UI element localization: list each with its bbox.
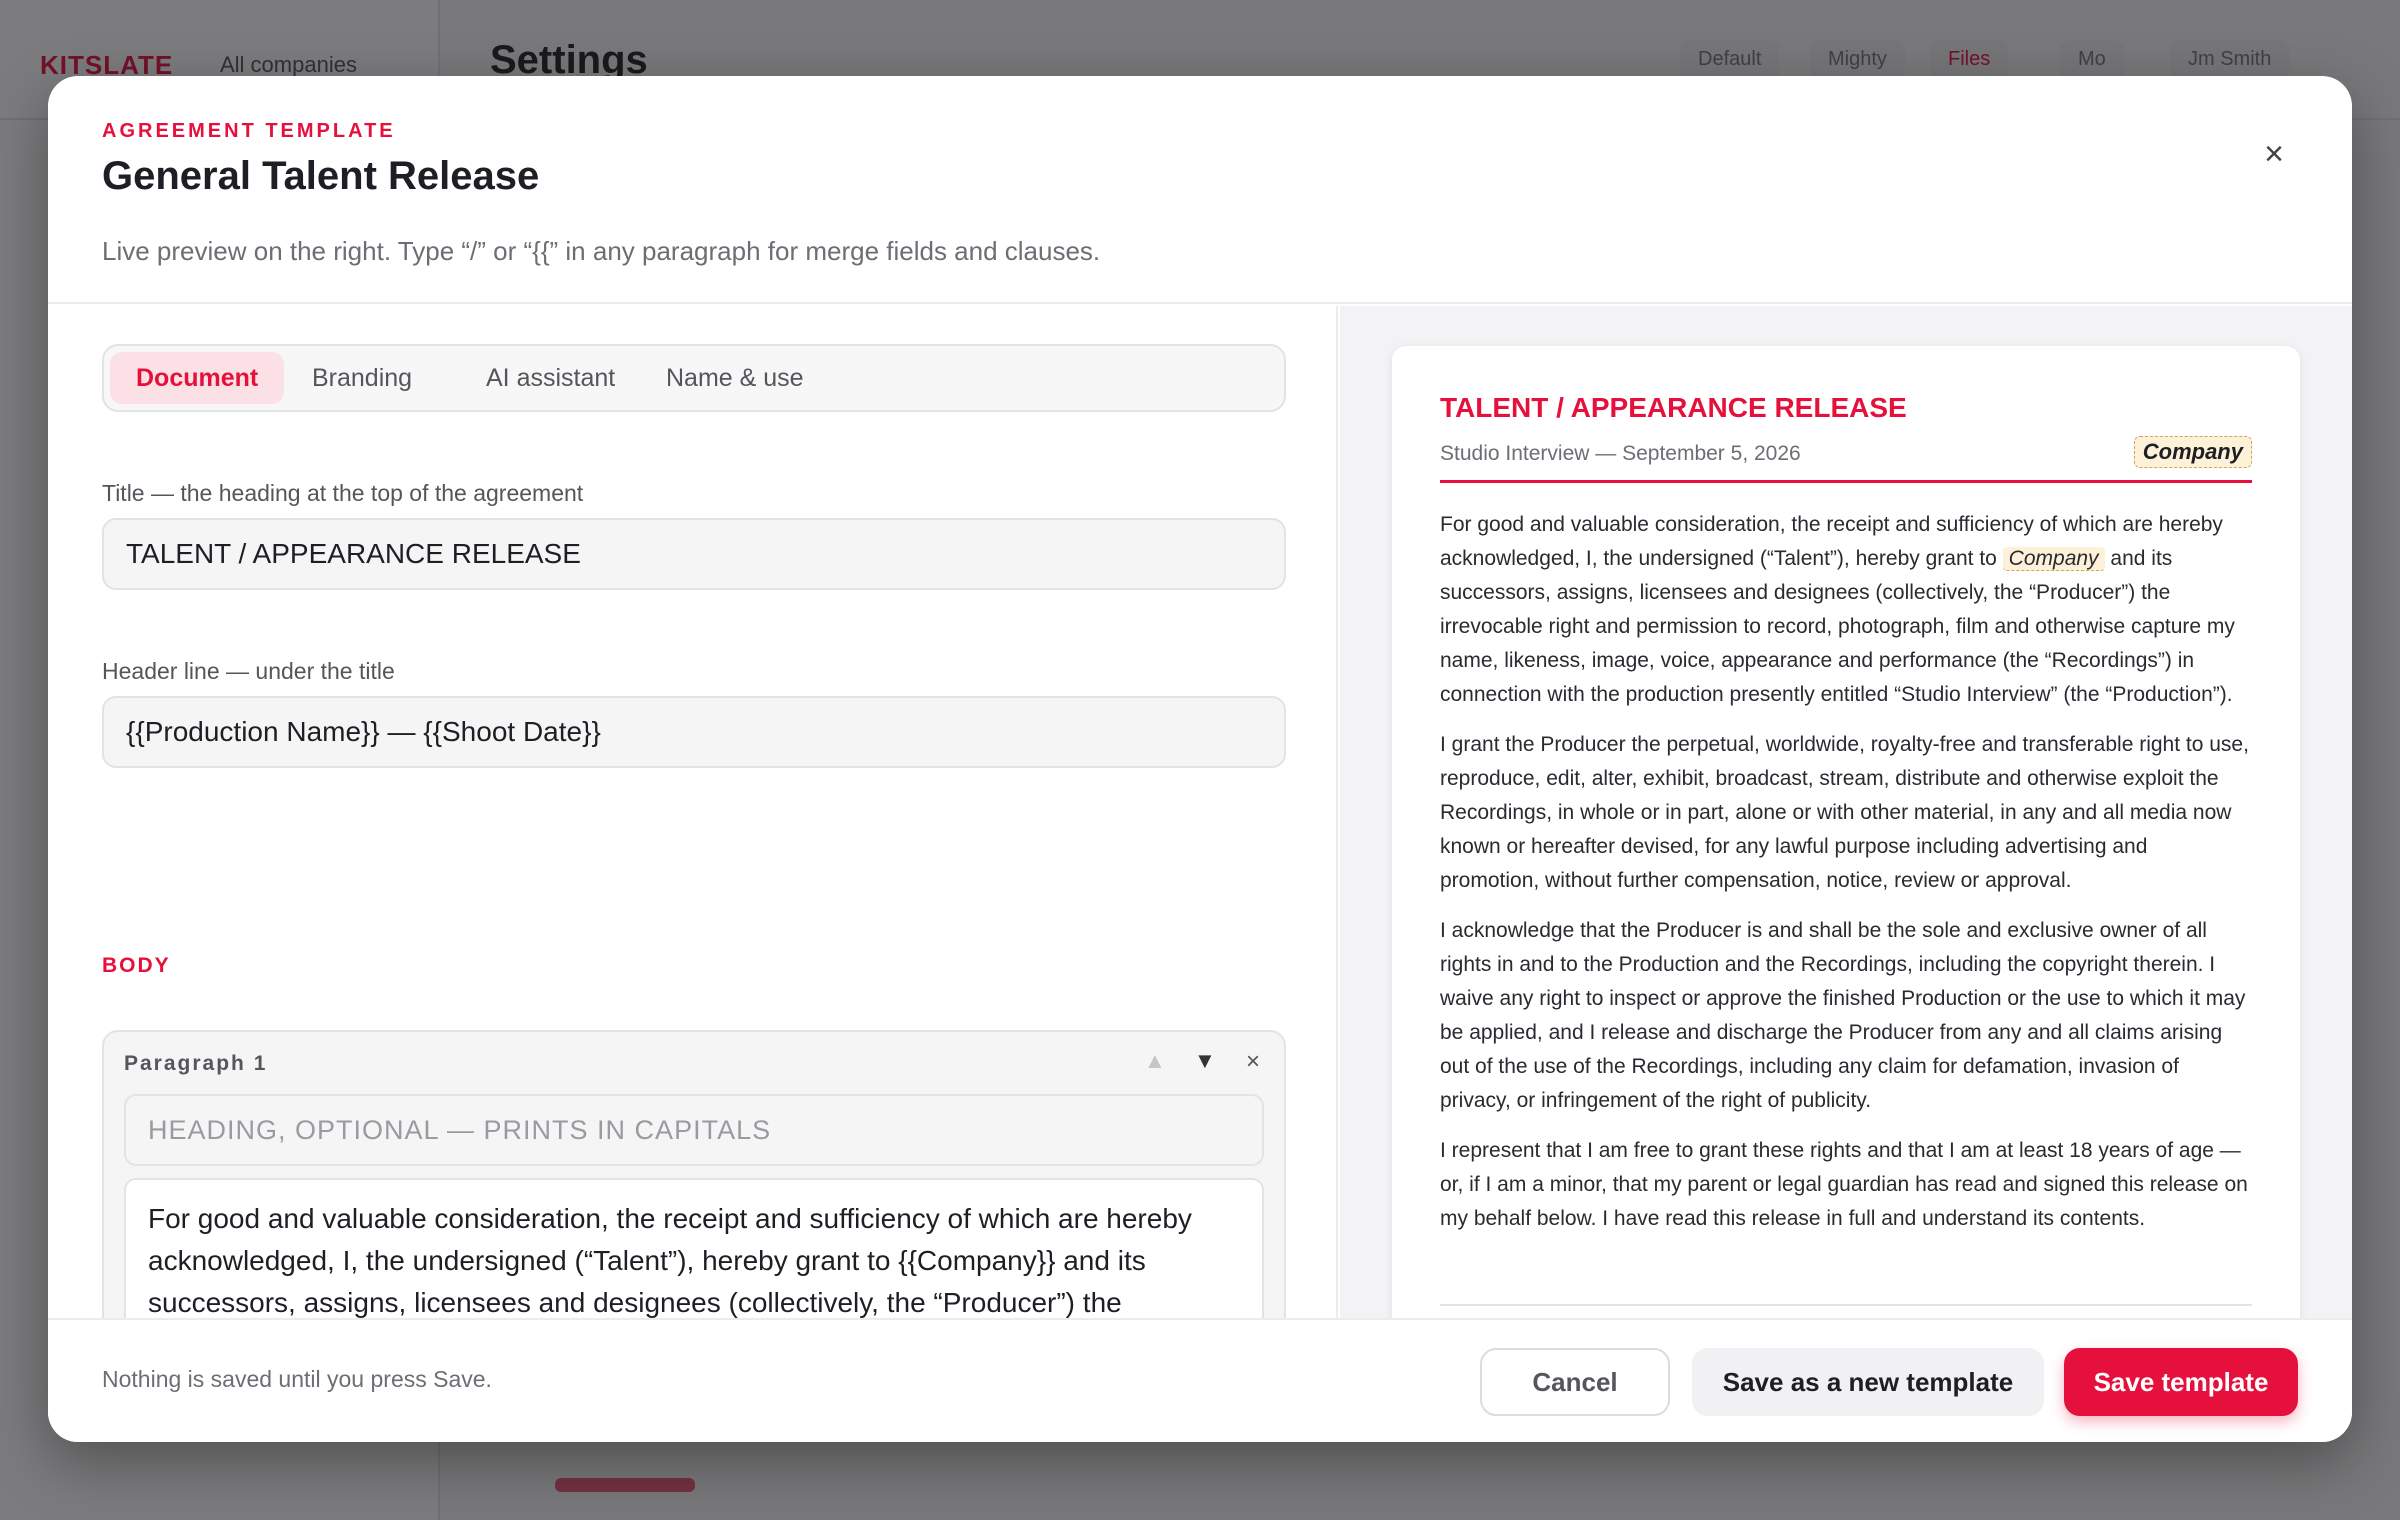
template-editor-modal [48, 76, 2352, 1442]
preview-paragraph: I acknowledge that the Producer is and shall be the sole and exclusive owner of all rights in and to the Production and the Recordings, including the copyright therein. I waive any right to inspect or approve the finished Production or the use to which it may be applied, and I release and discharge the Producer from any and all claims arising out of the use of the Recordings, including any claim for defamation, invasion of privacy, or infringement of the right of publicity. [1440, 919, 2246, 1112]
cancel-button[interactable]: Cancel [1480, 1348, 1670, 1416]
close-icon[interactable]: × [2264, 135, 2284, 173]
tab-document[interactable]: Document [110, 352, 284, 404]
document-preview [1392, 346, 2300, 1318]
remove-paragraph-icon[interactable]: × [1246, 1048, 1261, 1075]
preview-body [1440, 508, 2252, 1252]
company-merge-field: Company [2003, 547, 2105, 571]
modal-subtitle: Live preview on the right. Type “/” or “{{” in any paragraph for merge fields and clauses. [102, 236, 1101, 266]
body-section-title: BODY [102, 954, 171, 977]
header-line-input[interactable]: {{Production Name}} — {{Shoot Date}} [102, 696, 1286, 768]
modal-footer [48, 1318, 2352, 1442]
header-line-label: Header line — under the title [102, 658, 395, 684]
paragraph-label: Paragraph 1 [124, 1052, 268, 1075]
save-as-new-template-button[interactable]: Save as a new template [1692, 1348, 2044, 1416]
title-field-label: Title — the heading at the top of the agreement [102, 480, 584, 506]
preview-p1-after: and its successors, assigns, licensees and designees (collectively, the “Producer”) the irrevocable right and permission to record, photograph, film and otherwise capture my name, likeness, image, voice, appearance and performance (the “Recordings”) in connection with the production presently entitled “Studio Interview” (the “Production”). [1440, 547, 2235, 706]
preview-paragraph: I grant the Producer the perpetual, worldwide, royalty-free and transferable right to use, reproduce, edit, alter, exhibit, broadcast, stream, distribute and otherwise exploit the Recordings, in whole or in part, alone or with other material, in any and all media now known or hereafter devised, for any lawful purpose including advertising and promotion, without further compensation, notice, review or approval. [1440, 733, 2249, 892]
move-down-icon[interactable]: ▼ [1194, 1048, 1216, 1073]
preview-paragraph: I represent that I am free to grant these rights and that I am at least 18 years of age — or, if I am a minor, that my parent or legal guardian has read and signed this release on my behalf below. I have read this release in full and understand its contents. [1440, 1139, 2248, 1230]
editor-pane [48, 306, 1338, 1318]
modal-eyebrow: AGREEMENT TEMPLATE [102, 120, 396, 142]
title-input[interactable]: TALENT / APPEARANCE RELEASE [102, 518, 1286, 590]
paragraph-body-textarea[interactable]: For good and valuable consideration, the receipt and sufficiency of which are hereby acknowledged, I, the undersigned (“Talent”), hereby grant to {{Company}} and its successors, assigns, licensees and designees (collectively, the “Producer”) the [124, 1178, 1264, 1318]
paragraph-heading-input[interactable]: HEADING, OPTIONAL — PRINTS IN CAPITALS [124, 1094, 1264, 1166]
preview-subtitle: Studio Interview — September 5, 2026 [1440, 442, 1801, 465]
company-merge-field: Company [2134, 436, 2252, 468]
save-note: Nothing is saved until you press Save. [102, 1366, 492, 1392]
tab-name-and-use[interactable]: Name & use [666, 364, 804, 392]
preview-rule [1440, 480, 2252, 483]
paragraph-card [102, 1030, 1286, 1318]
preview-paragraph [1440, 508, 2252, 712]
move-up-icon[interactable]: ▲ [1144, 1048, 1166, 1073]
preview-p1-before: For good and valuable consideration, the receipt and sufficiency of which are hereby acknowledged, I, the undersigned (“Talent”), hereby grant to [1440, 513, 2223, 570]
preview-pane [1340, 306, 2352, 1318]
modal-title: General Talent Release [102, 154, 540, 198]
editor-tabs [102, 344, 1286, 412]
tab-branding[interactable]: Branding [312, 364, 413, 392]
modal-header [48, 76, 2352, 304]
tab-ai-assistant[interactable]: AI assistant [486, 364, 616, 392]
save-template-button[interactable]: Save template [2064, 1348, 2298, 1416]
preview-title: TALENT / APPEARANCE RELEASE [1440, 392, 1907, 423]
preview-divider [1440, 1304, 2252, 1306]
